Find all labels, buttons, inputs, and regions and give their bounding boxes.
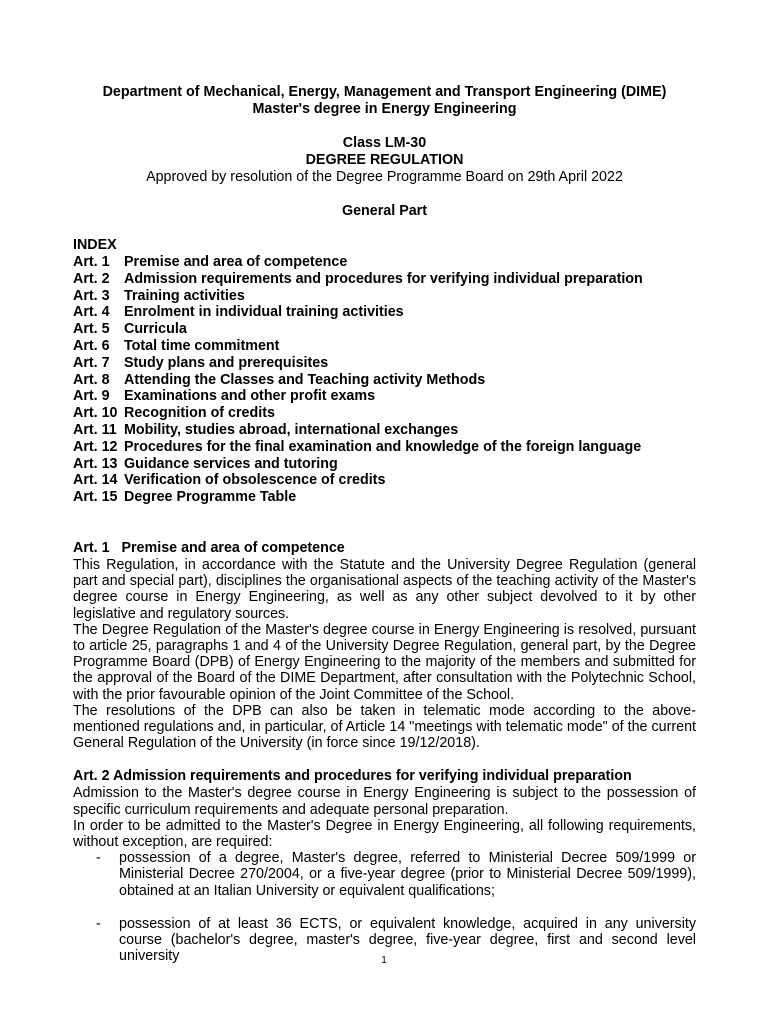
part-heading: General Part	[341, 203, 428, 219]
requirement-text: possession of at least 36 ECTS, or equivalent knowledge, acquired in any university course (bachelor's degree, master's degree, five-year degree, first and second level university	[119, 915, 696, 965]
index-item[interactable]	[73, 472, 696, 489]
index-item-number: Art. 8	[73, 371, 110, 388]
index-item[interactable]	[73, 321, 696, 338]
index-item-title: Procedures for the final examination and knowledge of the foreign language	[124, 438, 642, 455]
index-item-number: Art. 6	[73, 337, 110, 354]
index-item-number: Art. 14	[73, 472, 118, 489]
index-item-title: Attending the Classes and Teaching activity Methods	[124, 371, 486, 388]
index-item[interactable]	[73, 271, 696, 288]
article-1-paragraph: This Regulation, in accordance with the Statute and the University Degree Regulation (general part and special part), disciplines the organisational aspects of the teaching activity of the Master's degree course in Energy Engineering, as well as any other subject devolved to it by other legislative and regulatory sources.	[73, 556, 696, 622]
index-item-number: Art. 11	[73, 421, 117, 438]
index-item-number: Art. 12	[73, 438, 118, 455]
index-item-title: Verification of obsolescence of credits	[124, 472, 386, 489]
article-1-paragraph: The Degree Regulation of the Master's degree course in Energy Engineering is resolved, pursuant to article 25, paragraphs 1 and 4 of the University Degree Regulation, general part, by the Degree Programme Board (DPB) of Energy Engineering to the majority of the members and submitted for the approval of the Board of the DIME Department, after consultation with the Polytechnic School, with the prior favourable opinion of the Joint Committee of the School.	[73, 621, 696, 703]
index-item-title: Training activities	[124, 287, 245, 304]
index-item[interactable]	[73, 355, 696, 372]
article-1	[73, 540, 696, 751]
index-item[interactable]	[73, 372, 696, 389]
index-item-title: Total time commitment	[124, 337, 280, 354]
index-item[interactable]	[73, 304, 696, 321]
index-item-number: Art. 4	[73, 304, 110, 321]
index-item-number: Art. 10	[73, 405, 118, 422]
article-2-heading: Art. 2 Admission requirements and procedures for verifying individual preparation	[73, 768, 632, 785]
index-item-number: Art. 3	[73, 287, 110, 304]
regulation-title: DEGREE REGULATION	[305, 152, 464, 168]
department-heading: Department of Mechanical, Energy, Management and Transport Engineering (DIME)	[102, 84, 667, 100]
index-item[interactable]	[73, 338, 696, 355]
index-item-title: Examinations and other profit exams	[124, 388, 376, 405]
index-item-number: Art. 1	[73, 254, 110, 270]
index-item-number: Art. 7	[73, 354, 110, 371]
index-item-title: Curricula	[124, 321, 187, 338]
index-item[interactable]	[73, 489, 696, 506]
article-2-paragraph: Admission to the Master's degree course in Energy Engineering is subject to the possession of specific curriculum requirements and adequate personal preparation.	[73, 785, 696, 818]
index-item-number: Art. 13	[73, 455, 118, 472]
article-1-heading: Art. 1 Premise and area of competence	[73, 539, 345, 556]
index-item-number: Art. 9	[73, 388, 110, 405]
index-item[interactable]	[73, 456, 696, 473]
index-item-title: Recognition of credits	[124, 405, 275, 422]
requirement-item	[73, 850, 696, 899]
index-item[interactable]	[73, 422, 696, 439]
index-item-title: Degree Programme Table	[124, 489, 297, 506]
index-item[interactable]	[73, 405, 696, 422]
index-item-number: Art. 2	[73, 270, 110, 287]
article-2	[73, 768, 696, 964]
index-title: INDEX	[73, 237, 117, 253]
document-page	[73, 84, 696, 964]
page-number: 1	[381, 955, 387, 966]
index-list	[73, 254, 696, 506]
index-item[interactable]	[73, 439, 696, 456]
index-item-number: Art. 5	[73, 321, 110, 338]
index-item-title: Premise and area of competence	[124, 254, 348, 270]
class-label: Class LM-30	[342, 135, 427, 151]
dash-bullet: -	[96, 915, 101, 932]
degree-heading: Master's degree in Energy Engineering	[252, 101, 517, 117]
index-item-title: Study plans and prerequisites	[124, 354, 329, 371]
index-item-title: Mobility, studies abroad, international exchanges	[124, 421, 459, 438]
index-item-title: Enrolment in individual training activities	[124, 304, 404, 321]
requirement-text: possession of a degree, Master's degree, referred to Ministerial Decree 509/1999 or Ministerial Decree 270/2004, or a five-year degree (prior to Ministerial Decree 509/1999), obtained at an Italian University or equivalent qualifications;	[119, 850, 696, 899]
index-item[interactable]	[73, 254, 696, 271]
index-item-title: Guidance services and tutoring	[124, 455, 338, 472]
index-item[interactable]	[73, 288, 696, 305]
index-item-title: Admission requirements and procedures for verifying individual preparation	[124, 270, 643, 287]
index-item[interactable]	[73, 388, 696, 405]
index-item-number: Art. 15	[73, 489, 118, 506]
approval-line: Approved by resolution of the Degree Programme Board on 29th April 2022	[146, 169, 623, 185]
article-2-paragraph: In order to be admitted to the Master's Degree in Energy Engineering, all following requirements, without exception, are required:	[73, 817, 696, 850]
article-1-paragraph: The resolutions of the DPB can also be taken in telematic mode according to the above-mentioned regulations and, in particular, of Article 14 "meetings with telematic mode" of the current General Regulation of the University (in force since 19/12/2018).	[73, 702, 696, 752]
dash-bullet: -	[96, 850, 101, 867]
